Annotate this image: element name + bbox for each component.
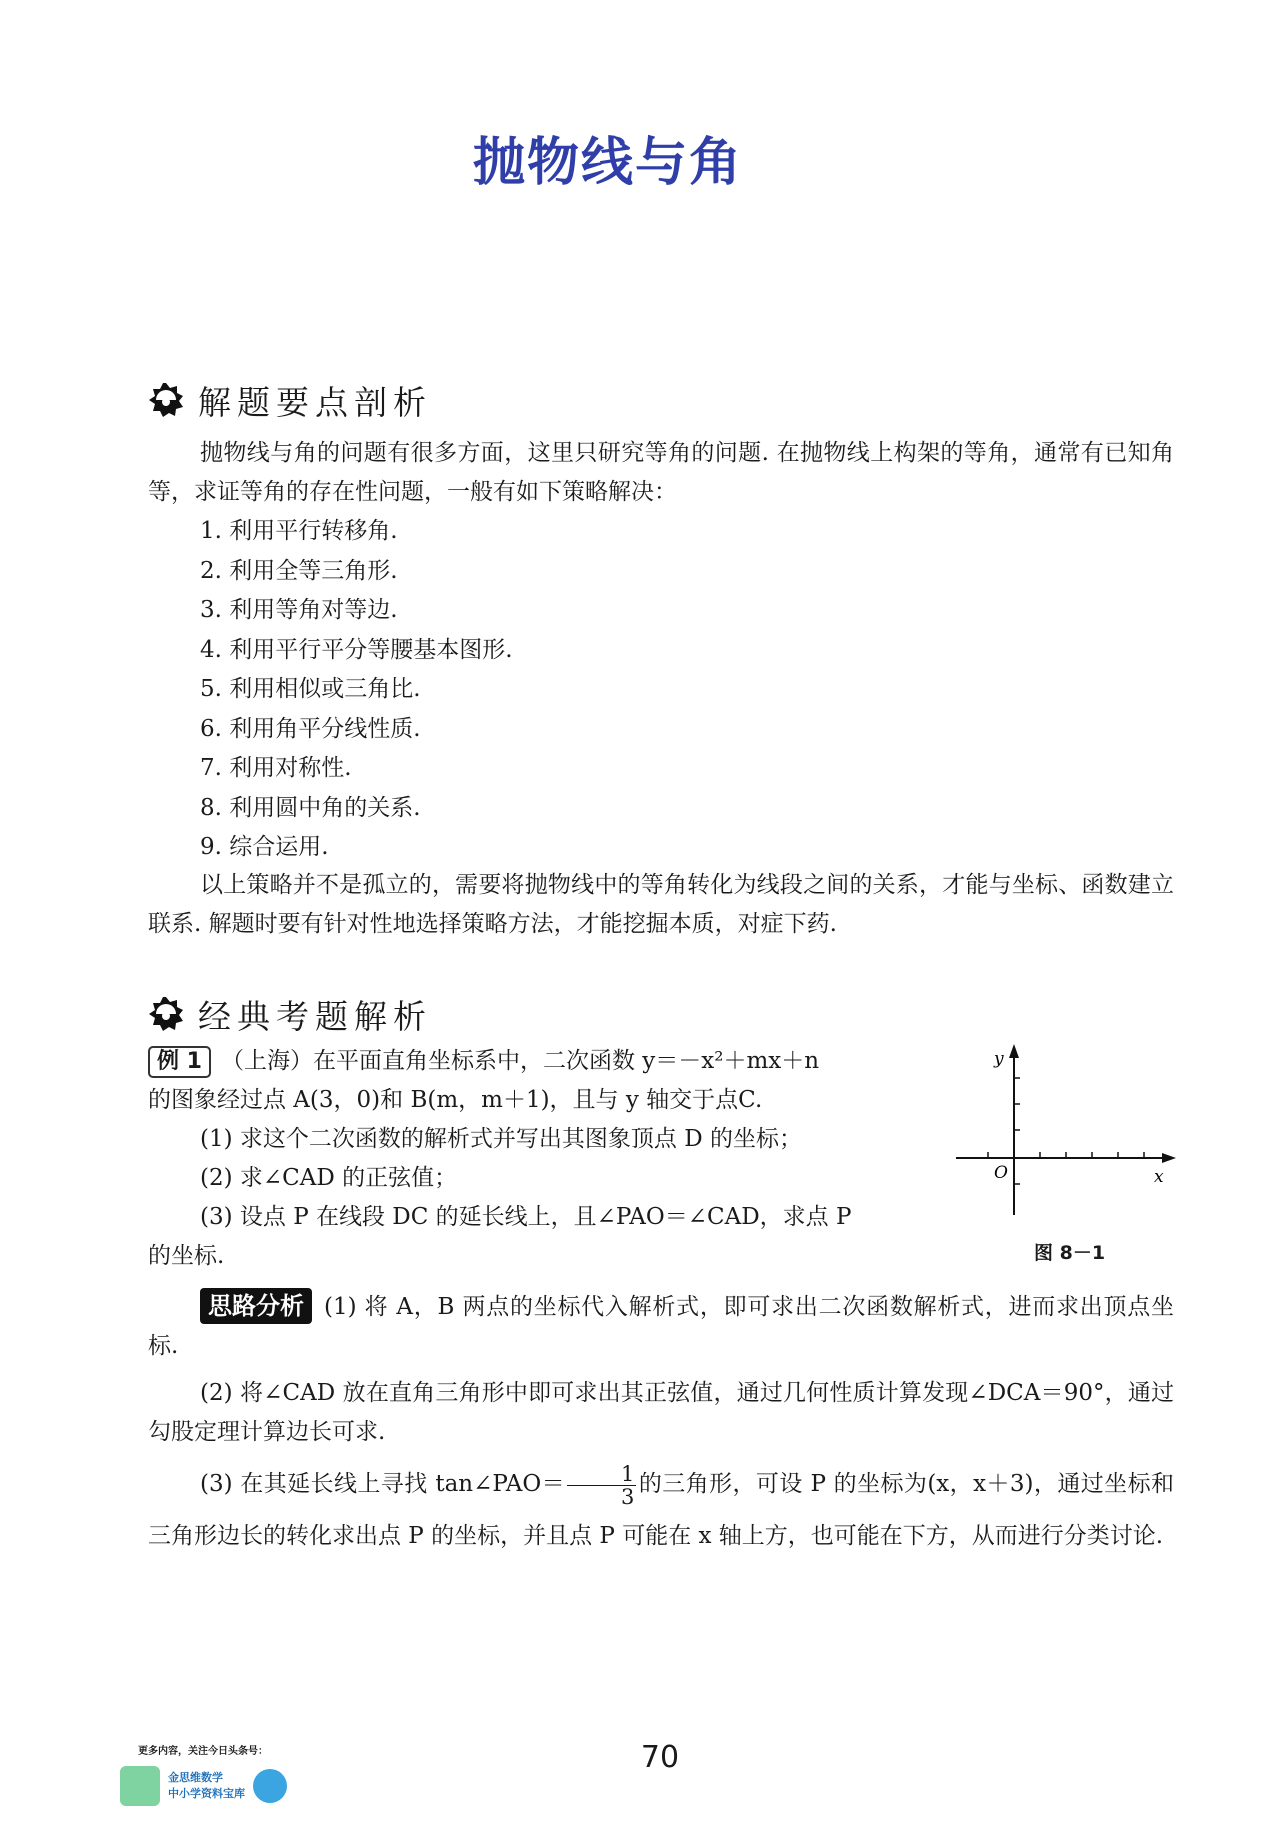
list-item: 1. 利用平行转移角. bbox=[200, 518, 398, 544]
example-tag: 例 1 bbox=[148, 1046, 211, 1078]
y-axis-label: y bbox=[994, 1049, 1004, 1069]
mascot-icon bbox=[253, 1769, 287, 1803]
gear-icon bbox=[146, 994, 186, 1034]
analysis-3 bbox=[148, 1458, 1174, 1562]
question-3: (3) 设点 P 在线段 DC 的延长线上，且∠PAO＝∠CAD，求点 P bbox=[200, 1204, 852, 1230]
analysis-tag: 思路分析 bbox=[200, 1288, 312, 1324]
section-heading-text: 解题要点剖析 bbox=[198, 382, 432, 422]
section-heading-text: 经典考题解析 bbox=[198, 996, 432, 1036]
brand-line: 中小学资料宝库 bbox=[168, 1787, 245, 1800]
brand-logo bbox=[120, 1762, 300, 1810]
fraction bbox=[567, 1463, 636, 1508]
figure-caption: 图 8－1 bbox=[1034, 1242, 1106, 1264]
page-title: 抛物线与角 bbox=[472, 133, 743, 193]
fraction-denominator: 3 bbox=[621, 1484, 635, 1509]
gear-icon bbox=[146, 380, 186, 420]
analysis-1 bbox=[148, 1288, 1174, 1366]
example-problem bbox=[148, 1042, 948, 1276]
question-3-cont: 的坐标. bbox=[148, 1243, 225, 1269]
list-item: 8. 利用圆中角的关系. bbox=[200, 794, 421, 821]
example-text: 的图象经过点 A(3，0)和 B(m，m＋1)，且与 y 轴交于点C. bbox=[148, 1087, 763, 1113]
brand-line: 金思维数学 bbox=[168, 1771, 223, 1784]
section-heading-analysis bbox=[146, 378, 432, 422]
x-axis-label: x bbox=[1154, 1167, 1164, 1187]
question-1: (1) 求这个二次函数的解析式并写出其图象顶点 D 的坐标； bbox=[200, 1126, 802, 1152]
footer-note: 更多内容，关注今日头条号： bbox=[138, 1746, 268, 1757]
analysis-text: 的三角形，可设 P 的坐标为(x，x＋3)，通过坐标和三角形边长的转化求出点 P 的坐标，并且点 P 可能在 x 轴上方，也可能在下方，从而进行分类讨论. bbox=[148, 1471, 1174, 1549]
list-item: 2. 利用全等三角形. bbox=[200, 557, 398, 584]
intro-paragraph: 抛物线与角的问题有很多方面，这里只研究等角的问题. 在抛物线上构架的等角，通常有已知角等，求证等角的存在性问题，一般有如下策略解决： bbox=[148, 440, 1174, 505]
logo-text bbox=[168, 1770, 245, 1802]
strategy-list bbox=[200, 512, 513, 868]
section-heading-examples bbox=[146, 992, 432, 1036]
logo-mark bbox=[120, 1766, 160, 1806]
page-number: 70 bbox=[640, 1740, 680, 1775]
list-item: 6. 利用角平分线性质. bbox=[200, 715, 421, 742]
list-item: 5. 利用相似或三角比. bbox=[200, 676, 421, 702]
list-item: 7. 利用对称性. bbox=[200, 755, 352, 781]
conclusion-paragraph: 以上策略并不是孤立的，需要将抛物线中的等角转化为线段之间的关系，才能与坐标、函数建立联系. 解题时要有针对性地选择策略方法，才能挖掘本质，对症下药. bbox=[148, 872, 1174, 937]
coordinate-figure bbox=[944, 1040, 1184, 1270]
example-text: （上海）在平面直角坐标系中，二次函数 y＝－x²＋mx＋n bbox=[220, 1048, 820, 1074]
origin-label: O bbox=[994, 1163, 1008, 1183]
analysis-text: (3) 在其延长线上寻找 tan∠PAO＝ bbox=[200, 1471, 566, 1497]
analysis-2: (2) 将∠CAD 放在直角三角形中即可求出其正弦值，通过几何性质计算发现∠DCA＝90°，通过勾股定理计算边长可求. bbox=[148, 1380, 1174, 1445]
list-item: 4. 利用平行平分等腰基本图形. bbox=[200, 636, 513, 663]
question-2: (2) 求∠CAD 的正弦值； bbox=[200, 1165, 458, 1191]
fraction-numerator: 1 bbox=[567, 1463, 636, 1486]
list-item: 9. 综合运用. bbox=[200, 834, 329, 860]
list-item: 3. 利用等角对等边. bbox=[200, 597, 398, 623]
analysis-text: (1) 将 A，B 两点的坐标代入解析式，即可求出二次函数解析式，进而求出顶点坐标. bbox=[148, 1294, 1174, 1359]
